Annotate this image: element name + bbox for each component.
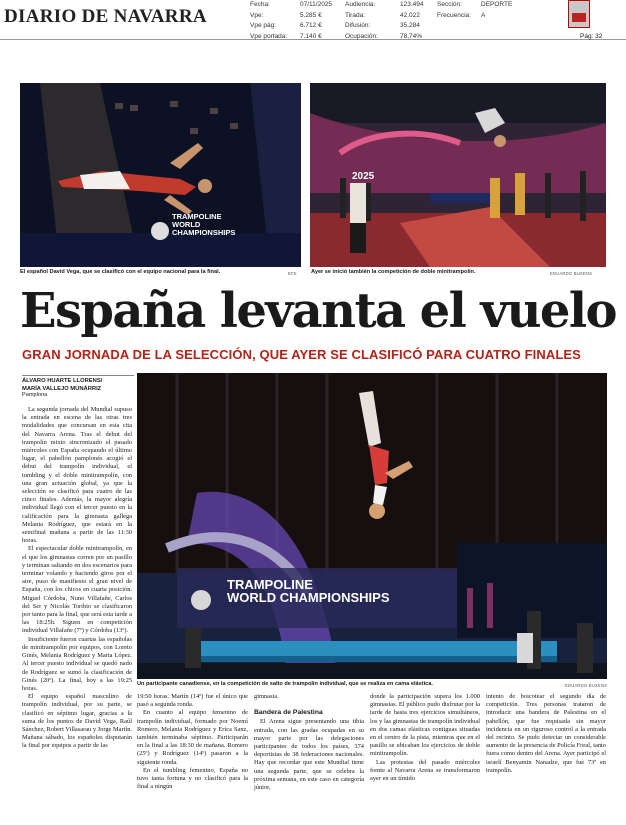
article-column-2: 19:50 horas. Martín (14º) fue el único que pasó a segunda ronda. En cuanto al equipo femenino de trampolín individual, formado por Noemí Romero, Melania Rodríguez y Erica Sanz, también terminaba séptimo. Participarán en la final a las 18:30 de mañana. Romero (25º) y Rodríguez (14º) pasaron a la siguiente ronda. En el tumbling femenino, España no tuvo tanta fortuna y no clasificó para la final a ningún — [137, 693, 248, 791]
photo3-banner: TRAMPOLINE WORLD CHAMPIONSHIPS — [227, 577, 390, 605]
photo3-credit: EDUARDO BUXENS — [565, 683, 608, 688]
meta-values-2: 123.494 42.022 35.284 78,74% — [400, 1, 424, 40]
photo1-caption: El español David Vega, que se clasificó con el equipo nacional para la final. — [20, 269, 221, 275]
photo3-caption: Un participante canadiense, en la competición de salto de trampolín individual, que se realiza en cama elástica. — [137, 681, 433, 687]
photo-doble-minitrampolin — [310, 83, 606, 267]
article-column-3: gimnasta. Bandera de Palestina El Arena sigue presentando una tibia entrada, con las gradas ocupadas en su mayor parte por las delegaciones participantes de todos los países, 374 deportistas de 38 federaciones nacionales. Hay que recordar que este Mundial tiene una segunda parte, que se celebra la próxima semana, en este caso en categoría júnior, — [254, 693, 364, 792]
page-number: Pág: 32 — [580, 33, 603, 40]
photo-canadian-trampoline — [137, 373, 607, 679]
masthead-logo: DIARIO DE NAVARRA — [4, 6, 207, 27]
photo1-banner: TRAMPOLINE WORLD CHAMPIONSHIPS — [172, 212, 236, 237]
byline: ÁLVARO HUARTE LLORENS/ MARÍA VALLEJO MUNÁRRIZ — [22, 375, 134, 393]
photo2-credit: EDUARDO BUXENS — [550, 271, 593, 276]
article-column-4: donde la participación supera los 1.000 gimnastas. El público pudo disfrutar por la tarde de hasta tres ejercicios simultáneos, los y las gimnastas de trampolín individual en dos camas elásticas contiguas situadas en el centro de la pista, mientras que en el pasillo se ubicaban los ejercicios de doble minitrampolín. Las protestas del pasado miércoles frente al Navarra Arena se transformaron ayer en un tímido — [370, 693, 480, 783]
photo-david-vega — [20, 83, 301, 267]
meta-values-3: DEPORTE A — [481, 1, 513, 19]
press-clipping-header — [0, 0, 626, 40]
article-column-1: La segunda jornada del Mundial supuso la entrada en escena de las otras tres modalidades que concursan en esta cita del Navarra Arena. Tras el debut del trampolín mixto sincronizado el pasado miércoles con España ocupando el último lugar, el pabellón pamplonés acogió el debut del trampolín individual, el tumbling y el doble minitrampolín, con una gran actuación global, ya que la selección se clasificó para cuatro de las cinco finales. Además, la mayor alegría individual llegó con el tercer puesto en la calificación para la gimnasta gallega Melania Rodríguez, que estará en la semifinal mañana a partir de las 11:30 horas. El espectacular doble minitrampolín, en el que los gimnastas corren por un pasillo y terminan saltando en dos escenarios para terminar volando y haciendo giros por el aire, puso de manifiesto el gran nivel de España, con los chicos en cuarta posición. Miguel Córdoba, Nuno Villafañe, Carlos del Ser y Nicolás Toribio se clasificaron por tanto para la final, que será esta tarde a las 18:25h. Siguen en competición individual Villafañe (7º) y Córdoba (13º). Insuficiente fueron cuartas las españolas de minitrampolín por equipos, con Loreto Ginés, Melania Rodríguez y Marta López. Al tercer puesto individual se quedó nado de Rodríguez se sumó la clasificación de Ginés (20º). La final, hoy a las 19:25 horas. El equipo español masculino de trampolín individual, por su parte, se clasificó en séptimo lugar, gracias a la suma de los puntos de David Vega, Raúl Sánchez, Robert Villasarau y Jorge Martín. Mañana sábado, los españoles disputarán la final por equipos a partir de las — [22, 406, 132, 750]
meta-labels-1: Fecha: Vpe: Vpe pág: Vpe portada: — [250, 1, 288, 40]
meta-values-1: 07/11/2025 5.285 € 6.712 € 7.140 € — [300, 1, 333, 40]
article-column-5: intento de boicotear el segundo día de competición. Tres personas trataron de introducir una bandera de Palestina en el pabellón, que fue requisada sin mayor incidencia en un riguroso control a la entrada del recinto. Se pudo detectar un considerable aumento de la presencia de Policía Foral, tanto fuera como dentro del Arena. Ayer participó el israelí Benyamin Nanadze, que fue 73º en trampolín. — [486, 693, 606, 774]
meta-labels-2: Audiencia: Tirada: Difusión: Ocupación: — [345, 1, 378, 40]
photo1-credit: EFE — [288, 271, 297, 276]
article-headline: España levanta el vuelo — [20, 283, 616, 339]
photo2-logo: 2025 — [352, 171, 375, 182]
dateline-place: Pamplona — [22, 392, 48, 398]
subsection-heading: Bandera de Palestina — [254, 709, 323, 717]
meta-labels-3: Sección: Frecuencia: — [437, 1, 471, 19]
page-thumbnail[interactable] — [568, 0, 590, 28]
article-subheadline: GRAN JORNADA DE LA SELECCIÓN, QUE AYER SE CLASIFICÓ PARA CUATRO FINALES — [22, 347, 581, 362]
photo2-caption: Ayer se inició también la competición de doble minitrampolín. — [311, 269, 476, 275]
